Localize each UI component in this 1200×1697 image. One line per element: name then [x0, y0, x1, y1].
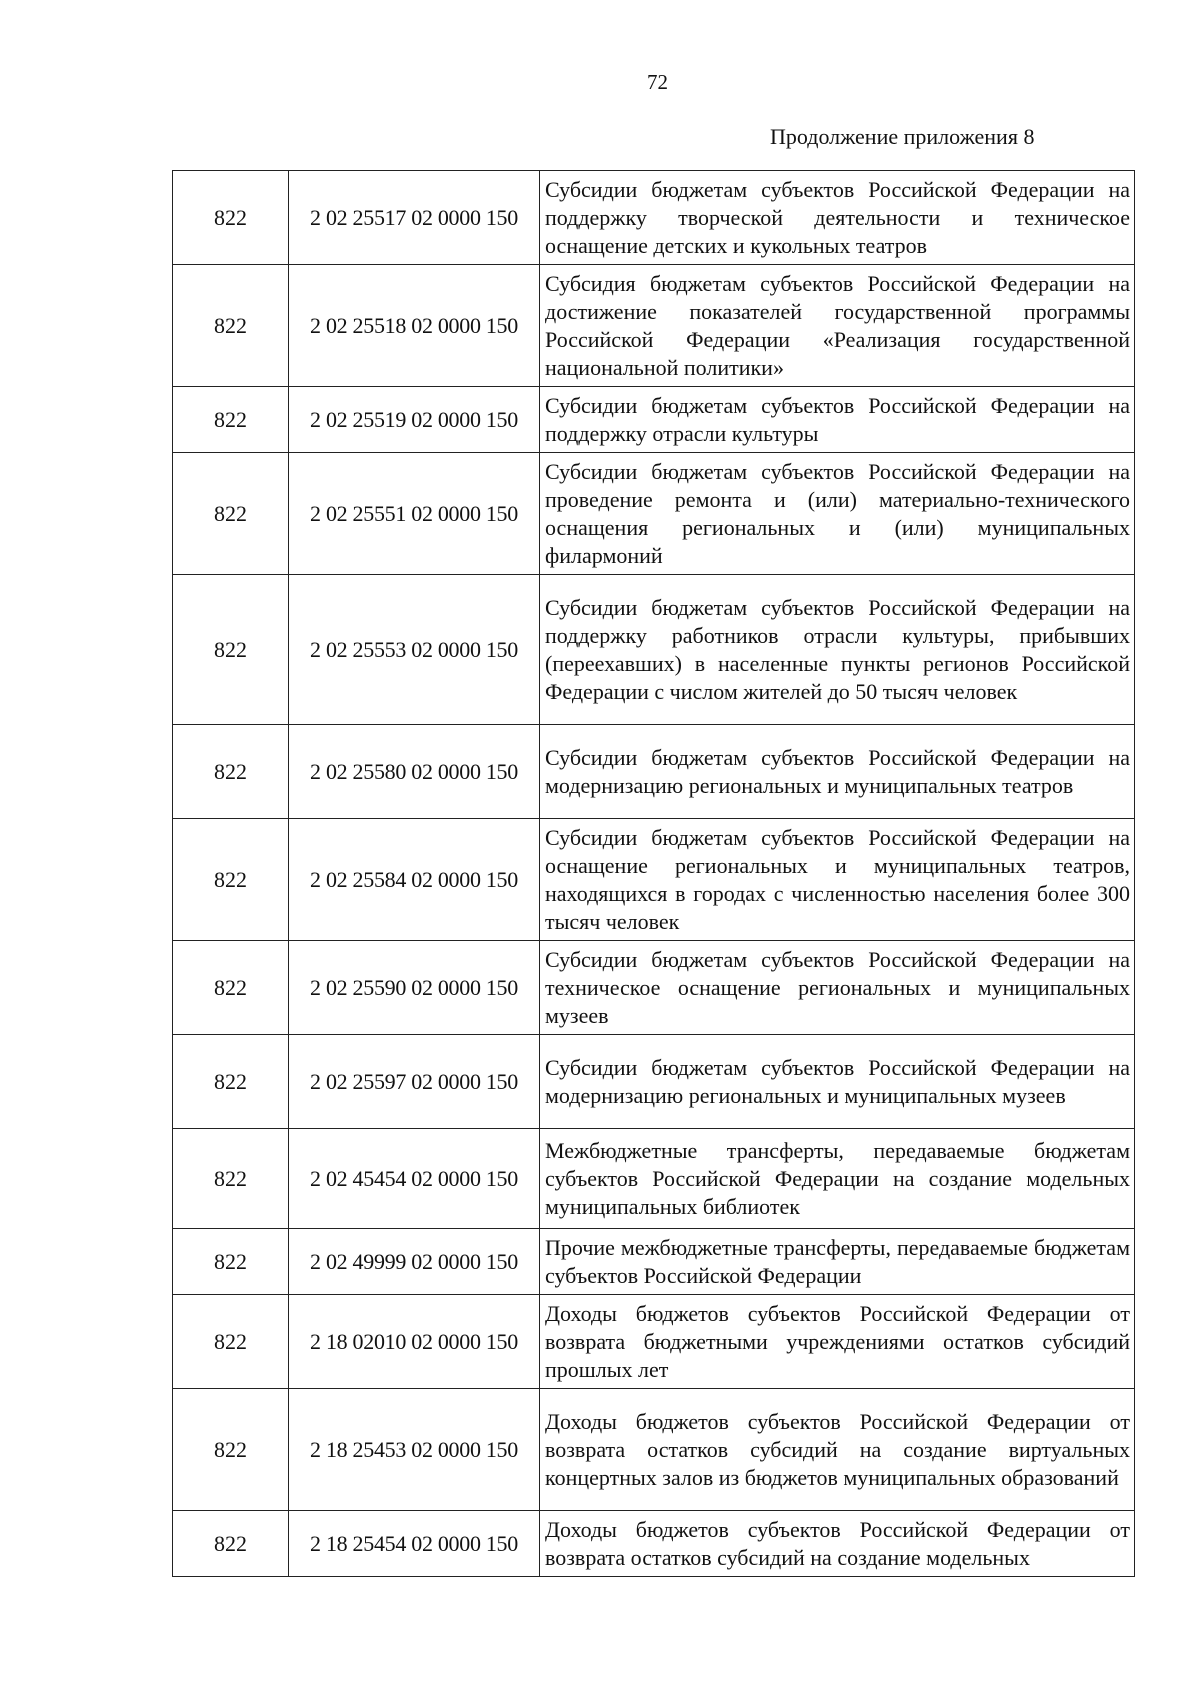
budget-code-cell: 2 18 25453 02 0000 150	[289, 1389, 540, 1511]
budget-code-cell: 2 02 25517 02 0000 150	[289, 171, 540, 265]
description-cell: Субсидии бюджетам субъектов Российской Федерации на поддержку работников отрасли культуры, прибывших (переехавших) в населенные пункты регионов Российской Федерации с числом жителей до 50 тысяч человек	[540, 575, 1135, 725]
budget-code-cell: 2 02 25584 02 0000 150	[289, 819, 540, 941]
table-row	[173, 1511, 1135, 1577]
description-cell: Субсидии бюджетам субъектов Российской Федерации на поддержку отрасли культуры	[540, 387, 1135, 453]
table-row	[173, 725, 1135, 819]
appendix-continuation-label: Продолжение приложения 8	[770, 124, 1035, 149]
budget-code-cell: 2 18 25454 02 0000 150	[289, 1511, 540, 1577]
admin-code-cell: 822	[173, 265, 289, 387]
budget-code-cell: 2 02 25553 02 0000 150	[289, 575, 540, 725]
admin-code-cell: 822	[173, 1229, 289, 1295]
table-row	[173, 941, 1135, 1035]
budget-code-cell: 2 18 02010 02 0000 150	[289, 1295, 540, 1389]
budget-code-cell: 2 02 45454 02 0000 150	[289, 1129, 540, 1229]
description-cell: Доходы бюджетов субъектов Российской Федерации от возврата остатков субсидий на создание модельных	[540, 1511, 1135, 1577]
table-row	[173, 1035, 1135, 1129]
budget-code-cell: 2 02 25590 02 0000 150	[289, 941, 540, 1035]
table-row	[173, 575, 1135, 725]
table-row	[173, 1229, 1135, 1295]
budget-code-cell: 2 02 25597 02 0000 150	[289, 1035, 540, 1129]
description-cell: Субсидии бюджетам субъектов Российской Федерации на техническое оснащение региональных и муниципальных музеев	[540, 941, 1135, 1035]
description-cell: Доходы бюджетов субъектов Российской Федерации от возврата бюджетными учреждениями остатков субсидий прошлых лет	[540, 1295, 1135, 1389]
description-cell: Субсидии бюджетам субъектов Российской Федерации на проведение ремонта и (или) материально-технического оснащения региональных и (или) муниципальных филармоний	[540, 453, 1135, 575]
budget-code-cell: 2 02 49999 02 0000 150	[289, 1229, 540, 1295]
admin-code-cell: 822	[173, 1129, 289, 1229]
description-cell: Прочие межбюджетные трансферты, передаваемые бюджетам субъектов Российской Федерации	[540, 1229, 1135, 1295]
table-row	[173, 1295, 1135, 1389]
budget-code-cell: 2 02 25518 02 0000 150	[289, 265, 540, 387]
table-row	[173, 819, 1135, 941]
budget-code-cell: 2 02 25551 02 0000 150	[289, 453, 540, 575]
admin-code-cell: 822	[173, 171, 289, 265]
admin-code-cell: 822	[173, 1389, 289, 1511]
description-cell: Субсидии бюджетам субъектов Российской Федерации на оснащение региональных и муниципальных театров, находящихся в городах с численностью населения более 300 тысяч человек	[540, 819, 1135, 941]
table-row	[173, 453, 1135, 575]
table-row	[173, 387, 1135, 453]
admin-code-cell: 822	[173, 1295, 289, 1389]
description-cell: Межбюджетные трансферты, передаваемые бюджетам субъектов Российской Федерации на создание модельных муниципальных библиотек	[540, 1129, 1135, 1229]
table-row	[173, 1129, 1135, 1229]
admin-code-cell: 822	[173, 387, 289, 453]
admin-code-cell: 822	[173, 1511, 289, 1577]
admin-code-cell: 822	[173, 725, 289, 819]
table-row	[173, 171, 1135, 265]
description-cell: Субсидии бюджетам субъектов Российской Федерации на модернизацию региональных и муниципальных театров	[540, 725, 1135, 819]
admin-code-cell: 822	[173, 453, 289, 575]
admin-code-cell: 822	[173, 941, 289, 1035]
budget-code-cell: 2 02 25519 02 0000 150	[289, 387, 540, 453]
description-cell: Субсидии бюджетам субъектов Российской Федерации на поддержку творческой деятельности и техническое оснащение детских и кукольных театров	[540, 171, 1135, 265]
table-row	[173, 1389, 1135, 1511]
revenue-codes-table	[172, 170, 1135, 1577]
admin-code-cell: 822	[173, 1035, 289, 1129]
admin-code-cell: 822	[173, 575, 289, 725]
page-number: 72	[647, 70, 668, 94]
description-cell: Доходы бюджетов субъектов Российской Федерации от возврата остатков субсидий на создание виртуальных концертных залов из бюджетов муниципальных образований	[540, 1389, 1135, 1511]
description-cell: Субсидии бюджетам субъектов Российской Федерации на модернизацию региональных и муниципальных музеев	[540, 1035, 1135, 1129]
table-row	[173, 265, 1135, 387]
budget-code-cell: 2 02 25580 02 0000 150	[289, 725, 540, 819]
table-body	[173, 171, 1135, 1577]
admin-code-cell: 822	[173, 819, 289, 941]
description-cell: Субсидия бюджетам субъектов Российской Федерации на достижение показателей государственной программы Российской Федерации «Реализация государственной национальной политики»	[540, 265, 1135, 387]
